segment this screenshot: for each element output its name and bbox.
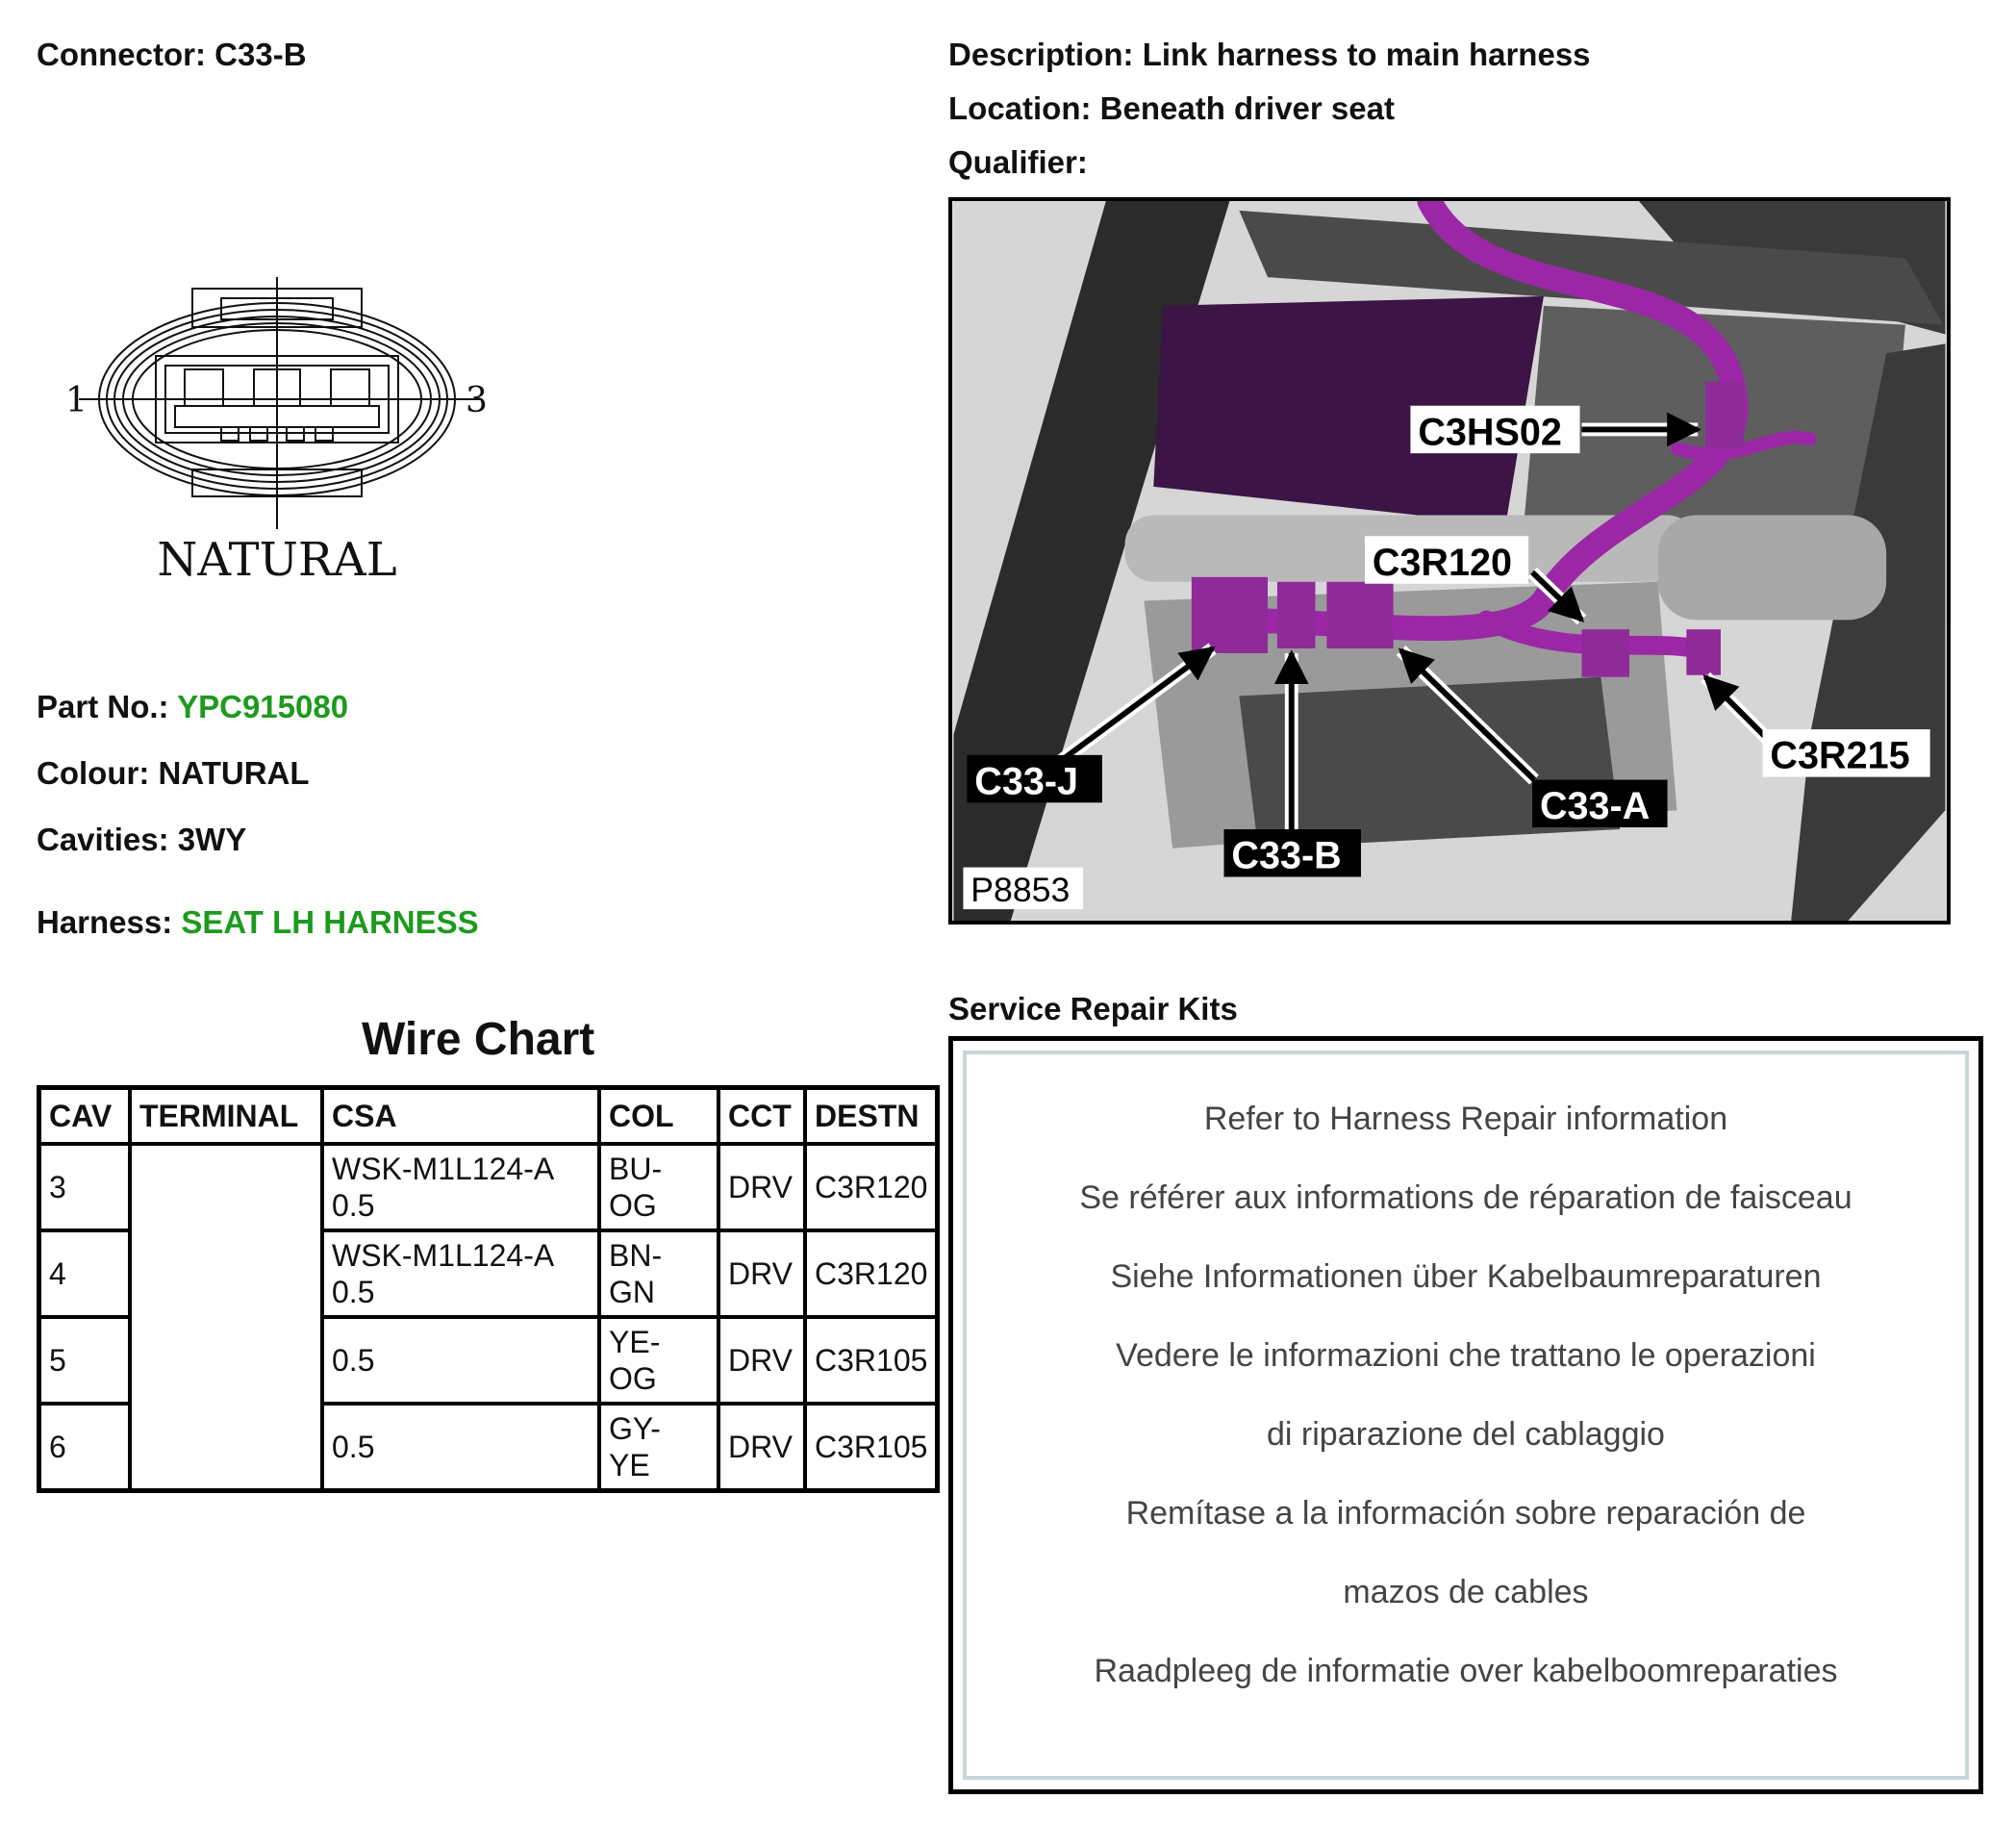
description-heading [948,37,1591,73]
cell-destn: C3R120 [805,1230,938,1317]
cell-cav: 6 [39,1404,131,1491]
harness-link[interactable]: SEAT LH HARNESS [181,904,479,940]
col-line2: OG [609,1361,657,1396]
cavities-label: Cavities: [37,822,169,857]
col-line1: GY- [609,1411,661,1446]
col-line2: GN [609,1275,655,1309]
csa-spec: WSK-M1L124-A [332,1238,555,1273]
cell-destn: C3R105 [805,1317,938,1404]
qualifier-label: Qualifier: [948,144,1088,180]
cell-cct: DRV [718,1230,805,1317]
cell-csa [322,1230,599,1317]
connector-value: C33-B [214,37,307,72]
cell-col [599,1404,718,1491]
repair-kits-line-nl: Raadpleeg de informatie over kabelboomreparaties [1094,1653,1838,1689]
col-line1: BN- [609,1238,663,1273]
callout-c33-b: C33-B [1231,834,1342,877]
cell-cav: 4 [39,1230,131,1317]
cell-cct: DRV [718,1317,805,1404]
cell-destn: C3R120 [805,1144,938,1230]
csa-spec: WSK-M1L124-A [332,1152,555,1186]
col-line1: YE- [609,1325,661,1359]
header-destn: DESTN [805,1088,938,1145]
header-csa: CSA [322,1088,599,1145]
colour-label: Colour: [37,755,150,791]
repair-kits-inner-frame [963,1051,1969,1780]
callout-c3r120: C3R120 [1372,541,1513,584]
header-col: COL [599,1088,718,1145]
connector-heading [37,37,307,73]
location-photo [948,197,1951,925]
connector-label: Connector: [37,37,206,72]
header-cav: CAV [39,1088,131,1145]
repair-kits-line-de: Siehe Informationen über Kabelbaumreparaturen [1110,1258,1822,1295]
cavities-row [37,822,246,858]
location-heading [948,90,1395,127]
cavities-value: 3WY [177,822,247,857]
harness-row [37,904,479,941]
cell-cav: 3 [39,1144,131,1230]
pin-right-number: 3 [466,381,488,420]
seat-underside-illustration [952,201,1947,921]
cell-cct: DRV [718,1404,805,1491]
table-header-row [39,1088,938,1145]
cell-col [599,1230,718,1317]
wire-chart-title: Wire Chart [362,1014,595,1065]
colour-value: NATURAL [158,755,310,791]
callout-c33-a: C33-A [1539,785,1651,828]
col-line2: OG [609,1188,657,1223]
connector-face-diagram [58,269,510,606]
cell-terminal [130,1144,322,1491]
description-label: Description: [948,37,1134,72]
part-number-link[interactable]: YPC915080 [177,689,349,724]
wire-chart-table [37,1085,940,1493]
location-label: Location: [948,90,1092,126]
col-line1: BU- [609,1152,663,1186]
connector-colour-caption: NATURAL [157,533,397,587]
part-number-row [37,689,348,725]
callout-c33-j: C33-J [974,760,1079,803]
colour-row [37,755,310,792]
callout-c3r215: C3R215 [1770,734,1910,777]
callout-c3hs02: C3HS02 [1418,411,1562,454]
repair-kits-line-it-2: di riparazione del cablaggio [1267,1416,1665,1453]
photo-reference: P8853 [970,871,1071,910]
location-value: Beneath driver seat [1099,90,1395,126]
part-label: Part No.: [37,689,169,724]
cell-csa: 0.5 [322,1404,599,1491]
repair-kits-panel [948,1036,1983,1794]
cell-col [599,1317,718,1404]
repair-kits-title: Service Repair Kits [948,991,1238,1026]
repair-kits-line-es-1: Remítase a la información sobre reparación de [1125,1495,1806,1532]
col-line2: YE [609,1448,650,1482]
cell-cct: DRV [718,1144,805,1230]
csa-size: 0.5 [332,1188,375,1223]
cell-destn: C3R105 [805,1404,938,1491]
cell-col [599,1144,718,1230]
cell-cav: 5 [39,1317,131,1404]
table-row [39,1144,938,1230]
cell-csa [322,1144,599,1230]
csa-size: 0.5 [332,1275,375,1309]
repair-kits-line-en: Refer to Harness Repair information [1203,1101,1728,1137]
repair-kits-line-it-1: Vedere le informazioni che trattano le operazioni [1116,1337,1816,1374]
repair-kits-line-es-2: mazos de cables [1343,1574,1589,1610]
description-value: Link harness to main harness [1142,37,1591,72]
pin-left-number: 1 [65,381,88,420]
cell-csa: 0.5 [322,1317,599,1404]
header-terminal: TERMINAL [130,1088,322,1145]
harness-label: Harness: [37,904,173,940]
header-cct: CCT [718,1088,805,1145]
repair-kits-line-fr: Se référer aux informations de réparation de faisceau [1079,1179,1852,1216]
